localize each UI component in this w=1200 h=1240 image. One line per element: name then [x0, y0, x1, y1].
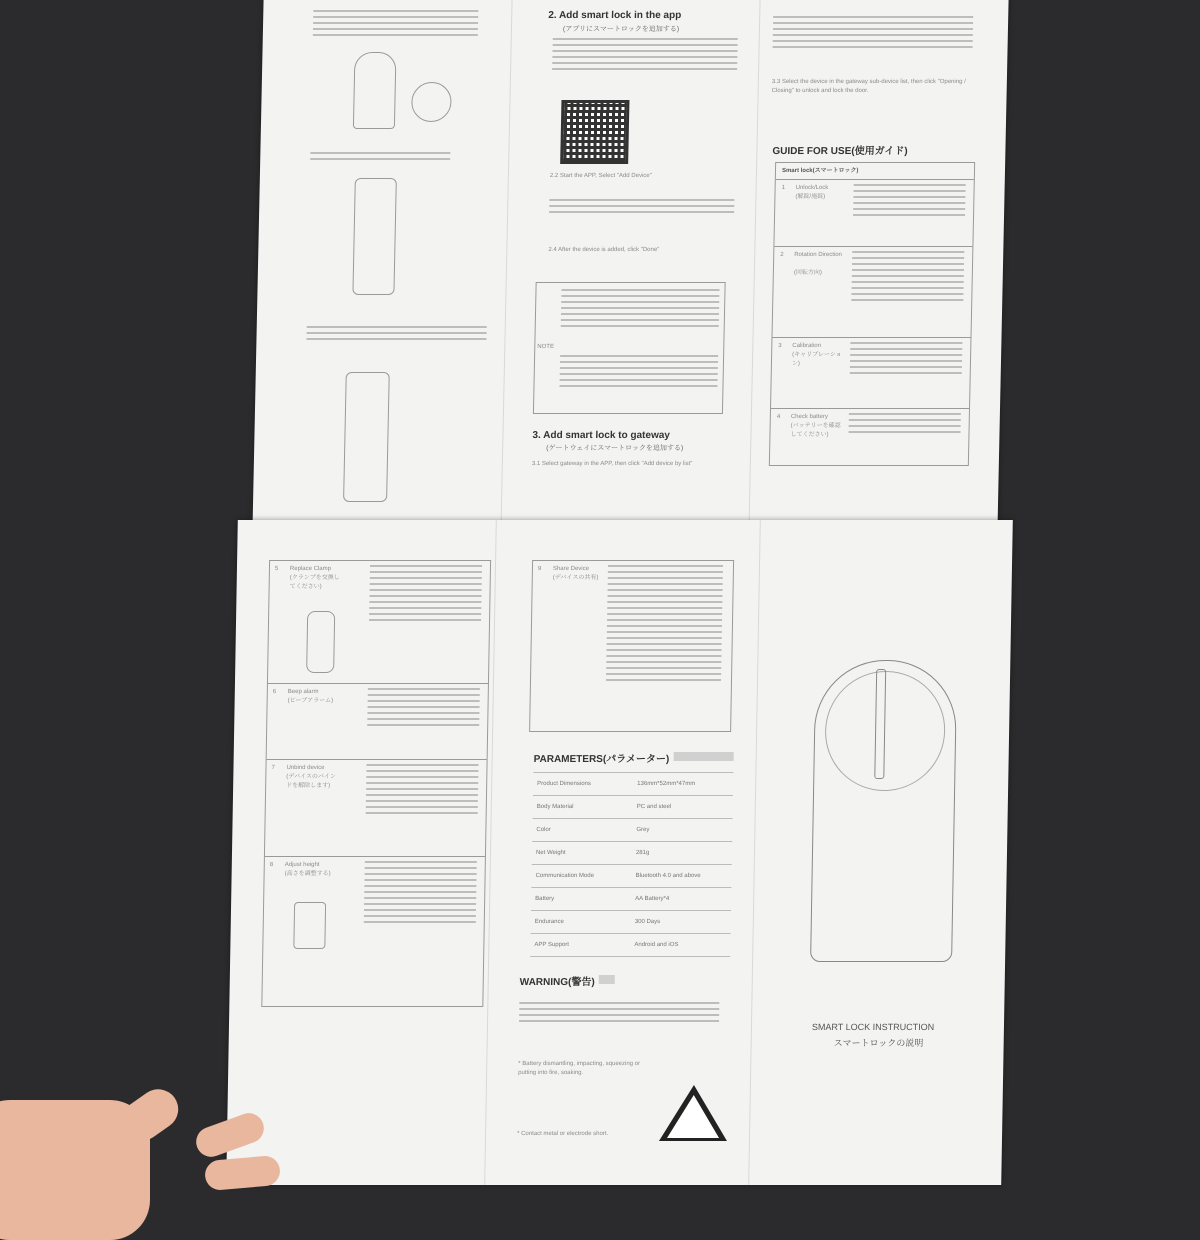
door-lock-illustration	[352, 178, 396, 295]
parameters-table	[530, 772, 733, 950]
clamp-illustration	[411, 82, 452, 122]
parameters-title: PARAMETERS(パラメーター)	[534, 750, 674, 765]
smart-lock-outline	[810, 660, 957, 962]
guide-title: GUIDE FOR USE(使用ガイド)	[772, 146, 908, 157]
usage-row: 8 Adjust height (高さを調整する)	[262, 856, 485, 1007]
step2-subtitle: (アプリにスマートロックを追加する)	[562, 26, 680, 33]
door-lock-illustration	[343, 372, 390, 502]
param-row: Communication Mode Bluetooth 4.0 and above	[531, 864, 731, 887]
lock-illustration	[353, 52, 397, 129]
warning-item: * Contact metal or electrode short.	[517, 1131, 609, 1137]
param-row: Battery AA Battery*4	[531, 887, 731, 910]
instruction-sheet-bottom	[226, 520, 1013, 1185]
share-table: 9 Share Device (デバイスの共有)	[529, 560, 734, 732]
usage-row: 7 Unbind device (デバイスのバインドを解除します)	[265, 759, 487, 856]
step2-text	[552, 34, 738, 74]
param-row: Body Material PC and steel	[533, 795, 733, 818]
guide-row: 3 Calibration (キャリブレーション)	[771, 337, 970, 408]
param-row: Net Weight 281g	[532, 841, 732, 864]
qr-code	[560, 100, 629, 164]
instruction-sheet-top	[252, 0, 1008, 532]
note-box	[533, 282, 726, 414]
step3-1-text: 3.1 Select gateway in the APP, then click "Add device by list"	[531, 461, 693, 467]
step2-4-text: 2.4 After the device is added, click "Done"	[548, 247, 660, 253]
fold-line	[748, 0, 760, 532]
param-row: Endurance 300 Days	[531, 910, 731, 933]
guide-row: 2 Rotation Direction (回転方向)	[773, 246, 973, 337]
warning-item: * Battery dismantling, impacting, squeezing or putting into fire, soaking.	[518, 1061, 641, 1076]
finger	[204, 1155, 281, 1191]
step2-3-text	[549, 195, 734, 217]
bracket-illustration	[293, 902, 326, 949]
guide-row: 4 Check battery (バッテリーを確認してください)	[770, 408, 969, 465]
clamp-illustration	[306, 611, 335, 673]
step3-2-text	[772, 12, 973, 52]
step3-3-text: 3.3 Select the device in the gateway sub-device list, then click "Opening / Closing" to unlock and lock the door.	[771, 79, 966, 94]
param-row: Color Grey	[532, 818, 732, 841]
step2-title: 2. Add smart lock in the app	[548, 10, 682, 21]
usage-row: 6 Beep alarm (ビープアラーム)	[267, 683, 488, 759]
guide-table	[769, 162, 975, 466]
cover-title: SMART LOCK INSTRUCTION	[811, 1022, 935, 1032]
usage-table	[261, 560, 491, 1007]
guide-row: 1 Unlock/Lock (解錠/施錠)	[774, 179, 973, 246]
install-text	[306, 322, 486, 344]
warning-title: WARNING(警告)	[520, 973, 599, 988]
step2-2-text: 2.2 Start the APP, Select "Add Device"	[549, 173, 652, 179]
cover-subtitle: スマートロックの説明	[833, 1038, 924, 1048]
note-label: NOTE	[537, 344, 555, 350]
install-text	[310, 148, 450, 164]
fold-line	[500, 0, 512, 532]
fold-line	[748, 520, 761, 1185]
install-text	[313, 6, 479, 40]
guide-table-title: Smart lock(スマートロック)	[781, 168, 859, 174]
param-row: APP Support Android and iOS	[530, 933, 730, 957]
step3-subtitle: (ゲートウェイにスマートロックを追加する)	[546, 445, 684, 452]
param-row: Product Dimensions 136mm*52mm*47mm	[533, 772, 733, 795]
usage-row: 5 Replace Clamp (クランプを交換してください)	[268, 561, 490, 683]
step3-title: 3. Add smart lock to gateway	[532, 430, 671, 441]
warning-text	[519, 998, 719, 1026]
